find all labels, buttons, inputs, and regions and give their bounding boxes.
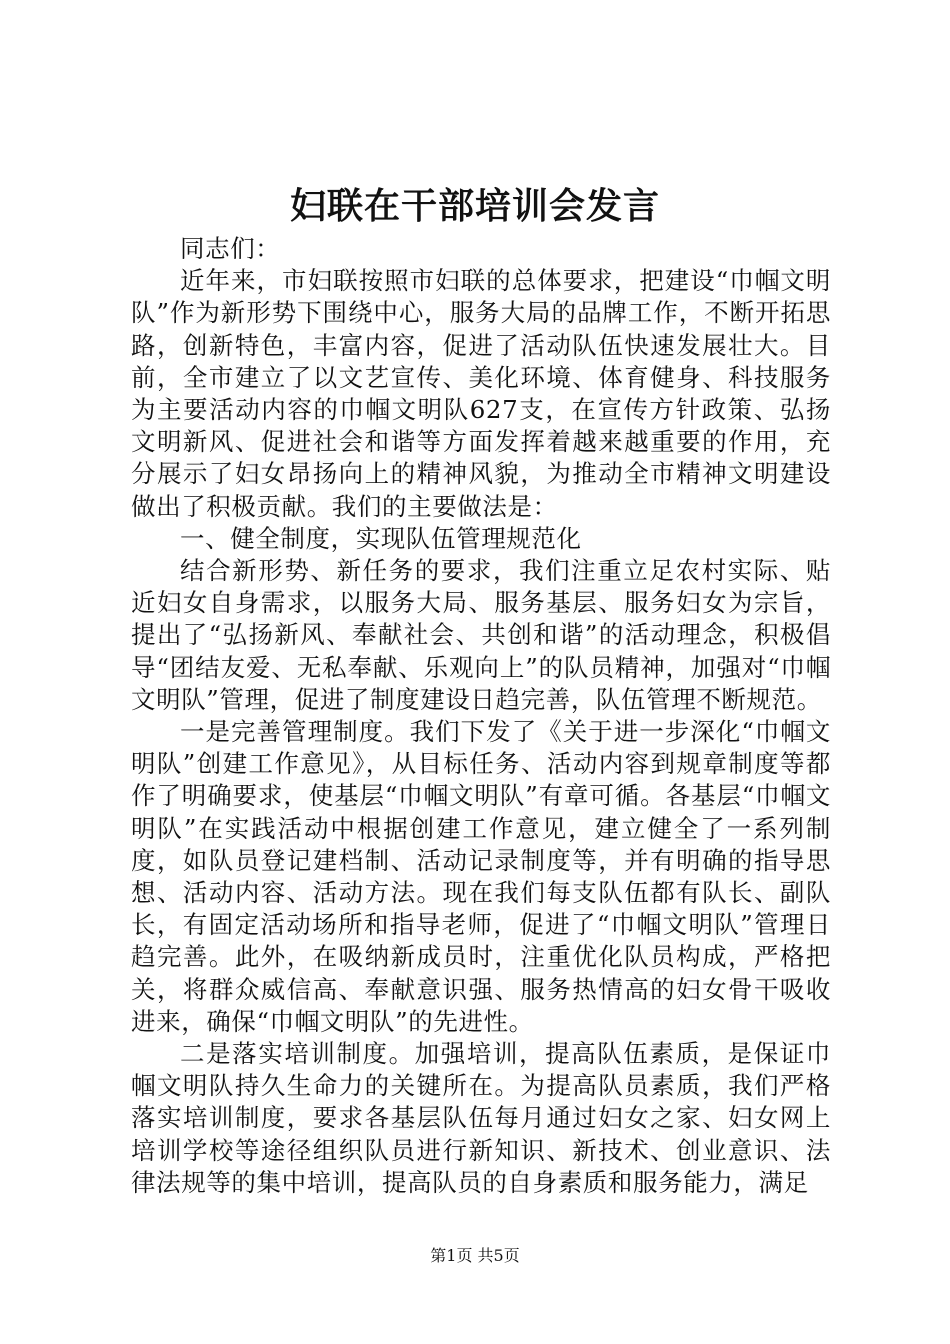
intro-paragraph: 近年来，市妇联按照市妇联的总体要求，把建设“巾帼文明队”作为新形势下围绕中心，服务大局的品牌工作，不断开拓思路，创新特色，丰富内容，促进了活动队伍快速发展壮大。目前，全市建立了以文艺宣传、美化环境、体育健身、科技服务为主要活动内容的巾帼文明队627支，在宣传方针政策、弘扬文明新风、促进社会和谐等方面发挥着越来越重要的作用，充分展示了妇女昂扬向上的精神风貌，为推动全市精神文明建设做出了积极贡献。我们的主要做法是： [131,266,831,521]
page-title: 妇联在干部培训会发言 [289,185,660,227]
salutation-paragraph: 同志们： [180,234,281,263]
body-paragraph: 二是落实培训制度。加强培训，提高队伍素质，是保证巾帼文明队持久生命力的关键所在。为提高队员素质，我们严格落实培训制度，要求各基层队伍每月通过妇女之家、妇女网上培训学校等途径组织队员进行新知识、新技术、创业意识、法律法规等的集中培训，提高队员的自身素质和服务能力，满足 [131,1039,831,1197]
body-paragraph: 一是完善管理制度。我们下发了《关于进一步深化“巾帼文明队”创建工作意见》，从目标任务、活动内容到规章制度等都作了明确要求，使基层“巾帼文明队”有章可循。各基层“巾帼文明队”在实践活动中根据创建工作意见，建立健全了一系列制度，如队员登记建档制、活动记录制度等，并有明确的指导思想、活动内容、活动方法。现在我们每支队伍都有队长、副队长，有固定活动场所和指导老师，促进了“巾帼文明队”管理日趋完善。此外，在吸纳新成员时，注重优化队员构成，严格把关，将群众威信高、奉献意识强、服务热情高的妇女骨干吸收进来，确保“巾帼文明队”的先进性。 [131,717,831,1036]
page-footer: 第1页 共5页 [430,1246,520,1265]
body-paragraph: 结合新形势、新任务的要求，我们注重立足农村实际、贴近妇女自身需求，以服务大局、服务基层、服务妇女为宗旨，提出了“弘扬新风、奉献社会、共创和谐”的活动理念，积极倡导“团结友爱、无私奉献、乐观向上”的队员精神，加强对“巾帼文明队”管理，促进了制度建设日趋完善，队伍管理不断规范。 [131,556,831,714]
section-heading: 一、健全制度，实现队伍管理规范化 [180,523,582,553]
document-body [131,233,831,1199]
